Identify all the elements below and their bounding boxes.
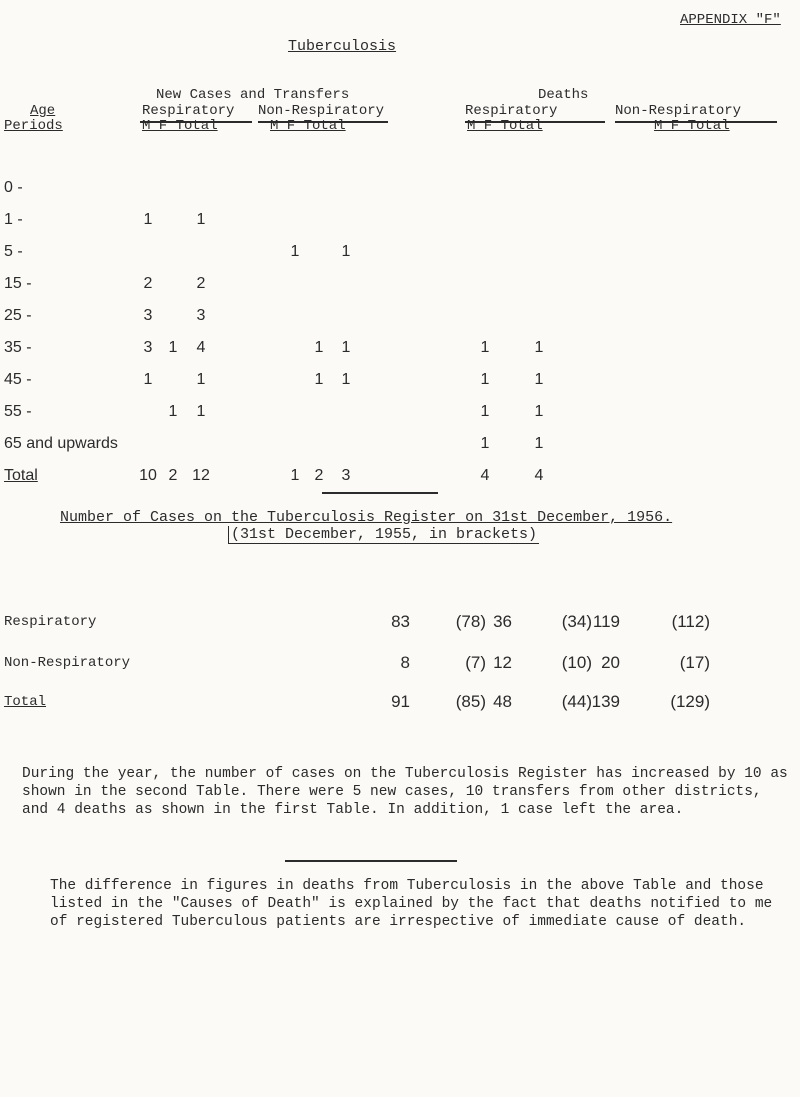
group-header-deaths: Deaths xyxy=(538,87,589,103)
table-cell: 12 xyxy=(192,467,210,484)
register-cell: (78) xyxy=(455,612,486,631)
register-cell: (85) xyxy=(455,692,486,711)
mft-header-2: M F Total xyxy=(270,118,346,134)
age-header: Age xyxy=(30,103,56,119)
age-period-label: 0 - xyxy=(4,179,23,196)
register-cell: 8 xyxy=(400,653,410,672)
table-cell: 1 xyxy=(196,371,206,388)
age-period-label: 45 - xyxy=(4,371,32,388)
table-cell: 1 xyxy=(341,339,351,356)
table-cell: 1 xyxy=(290,467,300,484)
table-cell: 1 xyxy=(480,371,490,388)
register-cell: (10) xyxy=(561,653,592,672)
register-cell: 48 xyxy=(493,692,512,711)
register-cell: 20 xyxy=(601,653,620,672)
table-cell: 1 xyxy=(480,339,490,356)
table-cell: 1 xyxy=(196,403,206,420)
age-period-label: 25 - xyxy=(4,307,32,324)
subheader-nonrespiratory-new: Non-Respiratory xyxy=(258,103,385,119)
table-cell: 3 xyxy=(143,307,153,324)
table-cell: 1 xyxy=(290,243,300,260)
mft-header-3: M F Total xyxy=(467,118,543,134)
age-period-label: 15 - xyxy=(4,275,32,292)
register-cell: 36 xyxy=(493,612,512,631)
appendix-label: APPENDIX "F" xyxy=(680,12,781,28)
table-cell: 3 xyxy=(341,467,351,484)
mft-header-1: M F Total xyxy=(142,118,218,134)
table-cell: 1 xyxy=(534,435,544,452)
page-title: Tuberculosis xyxy=(288,38,397,55)
age-period-label: Total xyxy=(4,467,38,484)
group-header-new-cases: New Cases and Transfers xyxy=(156,87,350,103)
table-cell: 1 xyxy=(314,371,324,388)
separator-2 xyxy=(285,860,457,862)
register-cell: (44) xyxy=(561,692,592,711)
table-cell: 2 xyxy=(196,275,206,292)
table-cell: 1 xyxy=(143,211,153,228)
age-period-label: 55 - xyxy=(4,403,32,420)
subheader-nonrespiratory-deaths: Non-Respiratory xyxy=(615,103,742,119)
age-period-label: 65 and upwards xyxy=(4,435,118,452)
table-cell: 2 xyxy=(143,275,153,292)
table-cell: 1 xyxy=(143,371,153,388)
separator xyxy=(322,492,438,494)
register-cell: (34) xyxy=(561,612,592,631)
table-cell: 4 xyxy=(534,467,544,484)
table-cell: 1 xyxy=(480,403,490,420)
register-cell: 12 xyxy=(493,653,512,672)
table-cell: 1 xyxy=(341,243,351,260)
table-cell: 1 xyxy=(314,339,324,356)
table-cell: 10 xyxy=(139,467,157,484)
table-cell: 2 xyxy=(314,467,324,484)
register-cell: 119 xyxy=(592,612,620,631)
age-period-label: 35 - xyxy=(4,339,32,356)
paragraph-summary: During the year, the number of cases on the Tuberculosis Register has increased by 10 as shown in the second Table. There were 5 new cases, 10 transfers from other districts, and 4 deaths as shown in the first Table. In addition, 1 case left the area. xyxy=(22,766,788,818)
table-cell: 3 xyxy=(143,339,153,356)
periods-header: Periods xyxy=(4,118,63,134)
table-cell: 1 xyxy=(196,211,206,228)
table-cell: 4 xyxy=(480,467,490,484)
register-cell: 83 xyxy=(391,612,410,631)
register-cell: (7) xyxy=(465,653,486,672)
table-cell: 4 xyxy=(196,339,206,356)
age-period-label: 1 - xyxy=(4,211,23,228)
table-cell: 3 xyxy=(196,307,206,324)
register-cell: (17) xyxy=(679,653,710,672)
register-row-label: Non-Respiratory xyxy=(4,655,131,671)
age-period-label: 5 - xyxy=(4,243,23,260)
register-subheading: (31st December, 1955, in brackets) xyxy=(228,526,539,544)
register-cell: (129) xyxy=(670,692,710,711)
table-cell: 1 xyxy=(480,435,490,452)
subheader-respiratory-new: Respiratory xyxy=(142,103,235,119)
register-cell: (112) xyxy=(671,612,710,631)
register-cell: 91 xyxy=(391,692,410,711)
paragraph-deaths-note: The difference in figures in deaths from Tuberculosis in the above Table and those listed in the "Causes of Death" is explained by the fact that deaths notified to me of registered Tuberculous patients are irrespective of immediate cause of death. xyxy=(50,878,773,930)
table-cell: 1 xyxy=(534,339,544,356)
table-cell: 2 xyxy=(168,467,178,484)
subheader-respiratory-deaths: Respiratory xyxy=(465,103,558,119)
register-cell: 139 xyxy=(591,692,620,711)
table-cell: 1 xyxy=(168,403,178,420)
table-cell: 1 xyxy=(341,371,351,388)
table-cell: 1 xyxy=(534,371,544,388)
table-cell: 1 xyxy=(534,403,544,420)
register-row-label: Total xyxy=(4,694,47,710)
register-row-label: Respiratory xyxy=(4,614,97,630)
register-heading: Number of Cases on the Tuberculosis Register on 31st December, 1956. xyxy=(60,509,673,526)
table-cell: 1 xyxy=(168,339,178,356)
mft-header-4: M F Total xyxy=(654,118,730,134)
